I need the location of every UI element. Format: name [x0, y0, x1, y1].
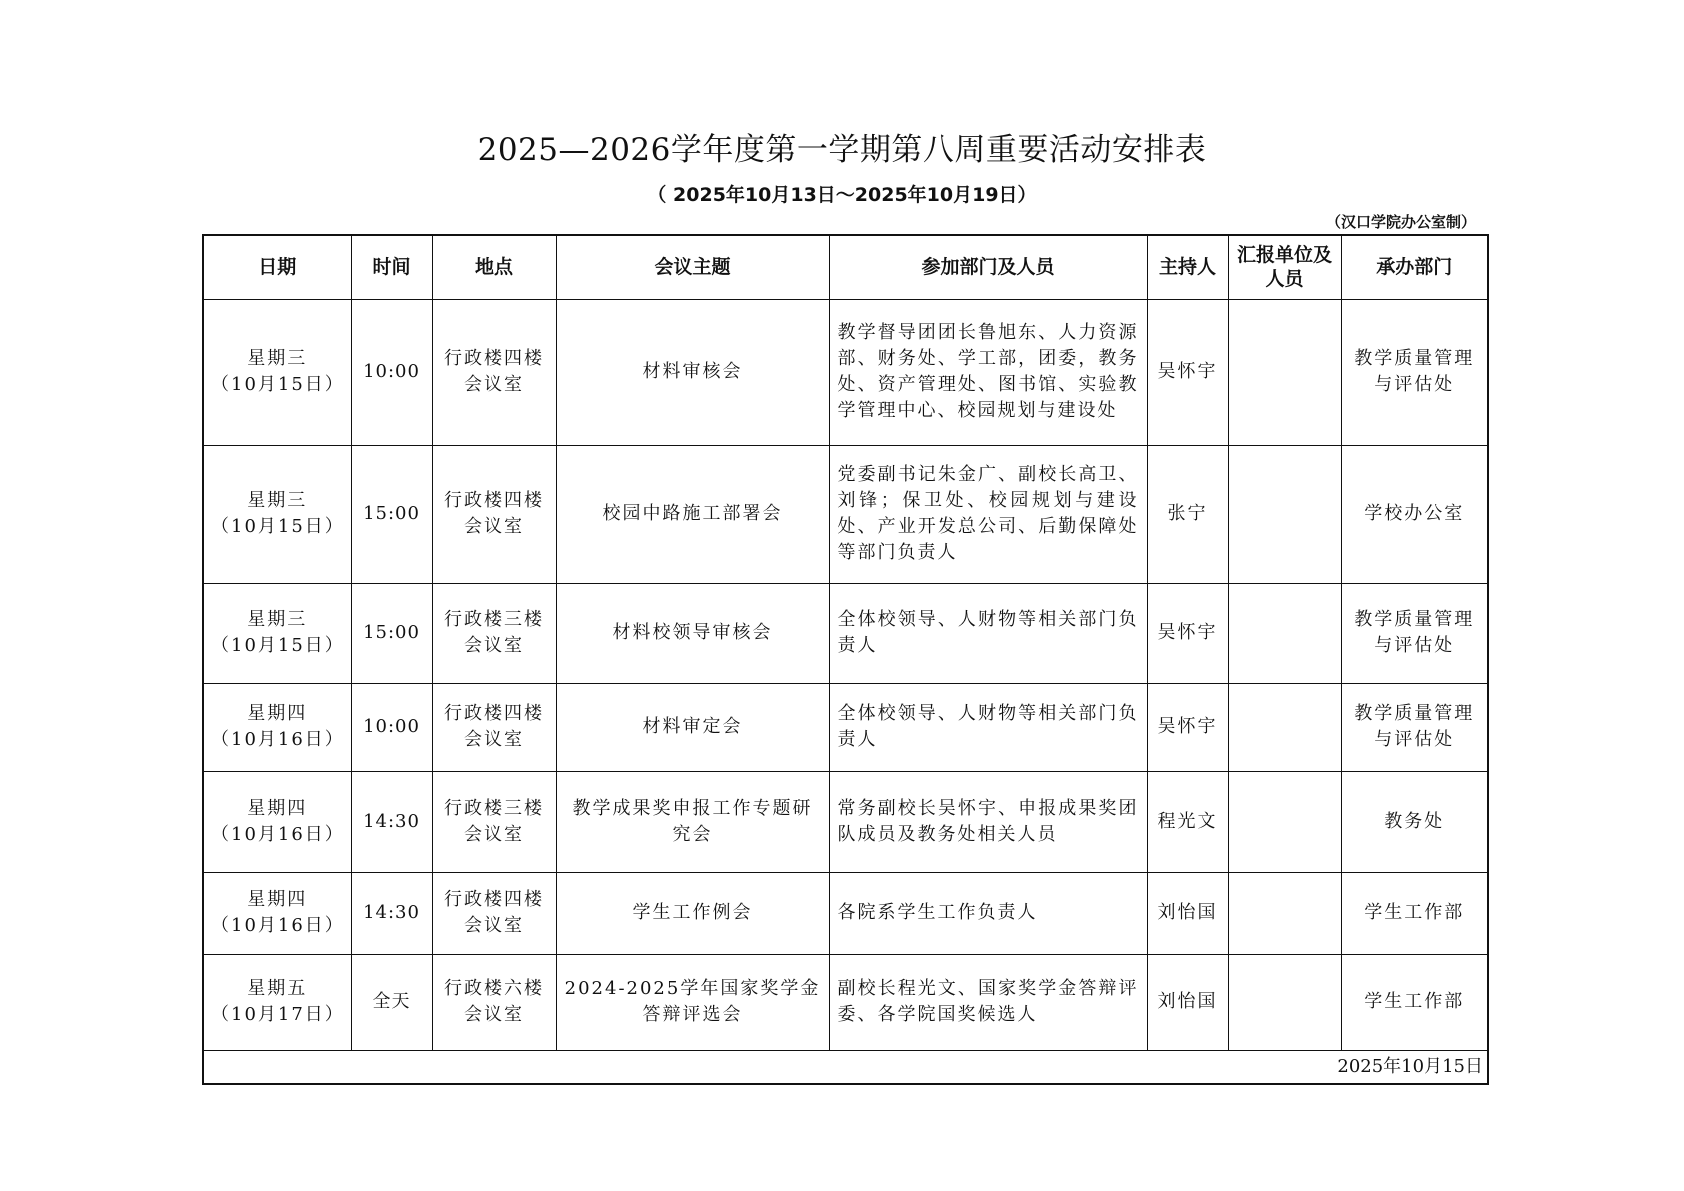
table-header-row	[203, 235, 1488, 299]
attendees-cell: 全体校领导、人财物等相关部门负责人	[829, 683, 1147, 771]
host-cell: 吴怀宇	[1147, 583, 1228, 683]
document-title: 2025—2026学年度第一学期第八周重要活动安排表	[477, 132, 1207, 168]
host-cell: 刘怡国	[1147, 954, 1228, 1050]
organizer-cell: 教学质量管理与评估处	[1341, 683, 1488, 771]
weekday-label: 星期四	[247, 889, 308, 910]
host-cell: 刘怡国	[1147, 872, 1228, 954]
topic-cell: 学生工作例会	[556, 872, 829, 954]
day-label: （10月15日）	[211, 374, 345, 395]
organizer-cell: 学校办公室	[1341, 445, 1488, 583]
location-cell: 行政楼四楼会议室	[432, 445, 556, 583]
day-label: （10月16日）	[211, 915, 345, 936]
weekday-label: 星期三	[247, 348, 308, 369]
header-time: 时间	[351, 235, 432, 299]
attendees-cell: 常务副校长吴怀宇、申报成果奖团队成员及教务处相关人员	[829, 771, 1147, 872]
day-label: （10月16日）	[211, 729, 345, 750]
organizer-cell: 教学质量管理与评估处	[1341, 299, 1488, 445]
weekday-label: 星期四	[247, 797, 308, 819]
topic-cell: 材料校领导审核会	[556, 583, 829, 683]
reporter-cell	[1228, 683, 1341, 771]
day-label: （10月15日）	[211, 635, 345, 656]
location-cell: 行政楼三楼会议室	[432, 583, 556, 683]
date-cell	[203, 583, 351, 683]
header-attendees: 参加部门及人员	[829, 235, 1147, 299]
date-cell	[203, 872, 351, 954]
organizer-cell: 教务处	[1341, 771, 1488, 872]
reporter-cell	[1228, 872, 1341, 954]
time-cell: 全天	[351, 954, 432, 1050]
location-cell: 行政楼三楼会议室	[432, 771, 556, 872]
header-topic: 会议主题	[556, 235, 829, 299]
attendees-cell: 副校长程光文、国家奖学金答辩评委、各学院国奖候选人	[829, 954, 1147, 1050]
table-row	[203, 583, 1488, 683]
header-host: 主持人	[1147, 235, 1228, 299]
activity-schedule-table	[202, 234, 1489, 1085]
reporter-cell	[1228, 445, 1341, 583]
date-cell	[203, 683, 351, 771]
location-cell: 行政楼四楼会议室	[432, 872, 556, 954]
weekday-label: 星期五	[247, 978, 308, 999]
location-cell: 行政楼六楼会议室	[432, 954, 556, 1050]
topic-cell: 教学成果奖申报工作专题研究会	[556, 771, 829, 872]
time-cell: 15:00	[351, 583, 432, 683]
topic-cell: 校园中路施工部署会	[556, 445, 829, 583]
date-cell	[203, 445, 351, 583]
organizer-cell: 教学质量管理与评估处	[1341, 583, 1488, 683]
reporter-cell	[1228, 583, 1341, 683]
header-reporter: 汇报单位及人员	[1228, 235, 1341, 299]
time-cell: 14:30	[351, 771, 432, 872]
time-cell: 15:00	[351, 445, 432, 583]
time-cell: 10:00	[351, 299, 432, 445]
table-row	[203, 445, 1488, 583]
day-label: （10月17日）	[211, 1004, 345, 1025]
header-organizer: 承办部门	[1341, 235, 1488, 299]
reporter-cell	[1228, 299, 1341, 445]
host-cell: 程光文	[1147, 771, 1228, 872]
header-date: 日期	[203, 235, 351, 299]
host-cell: 张宁	[1147, 445, 1228, 583]
footer-row	[203, 1050, 1488, 1084]
attendees-cell: 全体校领导、人财物等相关部门负责人	[829, 583, 1147, 683]
footer-date: 2025年10月15日	[203, 1050, 1488, 1084]
day-label: （10月15日）	[211, 516, 345, 537]
table-row	[203, 683, 1488, 771]
issuing-office-note: （汉口学院办公室制）	[1325, 213, 1476, 231]
date-cell	[203, 954, 351, 1050]
weekday-label: 星期三	[247, 609, 308, 630]
table-row	[203, 872, 1488, 954]
reporter-cell	[1228, 771, 1341, 872]
table-row	[203, 771, 1488, 872]
attendees-cell: 党委副书记朱金广、副校长高卫、刘锋；保卫处、校园规划与建设处、产业开发总公司、后勤保障处等部门负责人	[829, 445, 1147, 583]
topic-cell: 材料审核会	[556, 299, 829, 445]
topic-cell: 材料审定会	[556, 683, 829, 771]
date-cell	[203, 771, 351, 872]
host-cell: 吴怀宇	[1147, 683, 1228, 771]
topic-cell: 2024-2025学年国家奖学金答辩评选会	[556, 954, 829, 1050]
weekday-label: 星期三	[247, 490, 308, 511]
day-label: （10月16日）	[211, 823, 345, 845]
table-row	[203, 954, 1488, 1050]
weekday-label: 星期四	[247, 703, 308, 724]
host-cell: 吴怀宇	[1147, 299, 1228, 445]
organizer-cell: 学生工作部	[1341, 954, 1488, 1050]
reporter-cell	[1228, 954, 1341, 1050]
date-cell	[203, 299, 351, 445]
date-range-subtitle: （ 2025年10月13日～2025年10月19日）	[647, 184, 1037, 206]
organizer-cell: 学生工作部	[1341, 872, 1488, 954]
table-row	[203, 299, 1488, 445]
header-location: 地点	[432, 235, 556, 299]
time-cell: 10:00	[351, 683, 432, 771]
location-cell: 行政楼四楼会议室	[432, 299, 556, 445]
time-cell: 14:30	[351, 872, 432, 954]
attendees-cell: 教学督导团团长鲁旭东、人力资源部、财务处、学工部，团委，教务处、资产管理处、图书馆、实验教学管理中心、校园规划与建设处	[829, 299, 1147, 445]
location-cell: 行政楼四楼会议室	[432, 683, 556, 771]
attendees-cell: 各院系学生工作负责人	[829, 872, 1147, 954]
